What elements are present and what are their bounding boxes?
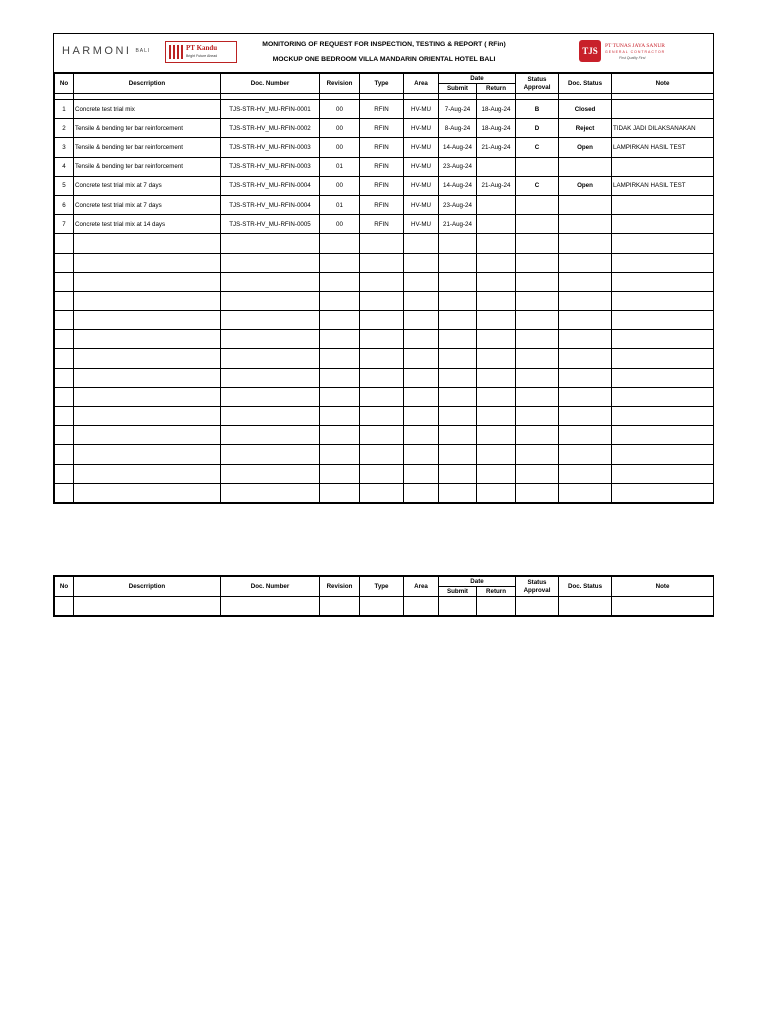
table-row bbox=[55, 138, 714, 157]
col-note-header: Note bbox=[612, 74, 714, 94]
empty-cell bbox=[320, 330, 360, 349]
empty-cell bbox=[516, 483, 559, 502]
empty-cell bbox=[320, 368, 360, 387]
empty-cell bbox=[74, 483, 221, 502]
empty-cell bbox=[404, 311, 439, 330]
sheet-header bbox=[54, 34, 713, 73]
table-row-empty bbox=[55, 407, 714, 426]
rfin-table-body bbox=[55, 94, 714, 503]
empty-cell bbox=[221, 445, 320, 464]
row-return-date: 21-Aug-24 bbox=[477, 138, 516, 157]
empty-cell bbox=[612, 311, 714, 330]
table-row bbox=[55, 176, 714, 195]
empty-cell bbox=[516, 368, 559, 387]
empty-cell bbox=[612, 387, 714, 406]
empty-cell bbox=[559, 311, 612, 330]
empty-cell bbox=[221, 253, 320, 272]
empty-cell bbox=[404, 426, 439, 445]
col-revision-header: Revision bbox=[320, 577, 360, 597]
row-status-approval: D bbox=[516, 119, 559, 138]
empty-cell bbox=[477, 234, 516, 253]
empty-cell bbox=[516, 426, 559, 445]
empty-cell bbox=[360, 387, 404, 406]
empty-cell bbox=[439, 311, 477, 330]
table-row bbox=[55, 157, 714, 176]
empty-cell bbox=[559, 445, 612, 464]
row-status-approval bbox=[516, 215, 559, 234]
row-type: RFIN bbox=[360, 176, 404, 195]
empty-cell bbox=[55, 387, 74, 406]
row-type: RFIN bbox=[360, 195, 404, 214]
empty-cell bbox=[439, 291, 477, 310]
row-area: HV-MU bbox=[404, 195, 439, 214]
empty-cell bbox=[74, 311, 221, 330]
row-type: RFIN bbox=[360, 138, 404, 157]
row-return-date bbox=[477, 195, 516, 214]
col-type-header: Type bbox=[360, 577, 404, 597]
empty-cell bbox=[516, 445, 559, 464]
empty-cell bbox=[516, 330, 559, 349]
empty-cell bbox=[221, 426, 320, 445]
empty-cell bbox=[439, 368, 477, 387]
empty-cell bbox=[221, 234, 320, 253]
table-row-empty bbox=[55, 464, 714, 483]
col-description-header: Descrription bbox=[74, 577, 221, 597]
empty-cell bbox=[74, 407, 221, 426]
empty-cell bbox=[74, 330, 221, 349]
row-doc-status bbox=[559, 215, 612, 234]
empty-cell bbox=[477, 291, 516, 310]
empty-cell bbox=[516, 311, 559, 330]
empty-cell bbox=[55, 291, 74, 310]
row-doc-status bbox=[559, 157, 612, 176]
col-doc-status-header: Doc. Status bbox=[559, 577, 612, 597]
col-area-header: Area bbox=[404, 577, 439, 597]
empty-cell bbox=[74, 368, 221, 387]
empty-cell bbox=[74, 291, 221, 310]
rfin-table-2 bbox=[54, 576, 714, 616]
empty-cell bbox=[559, 407, 612, 426]
row-doc-status: Closed bbox=[559, 100, 612, 119]
col-area-header: Area bbox=[404, 74, 439, 94]
empty-cell bbox=[320, 483, 360, 502]
tjs-logo-name: PT TUNAS JAYA SANUR bbox=[605, 43, 665, 49]
empty-cell bbox=[612, 234, 714, 253]
row-doc-number: TJS-STR-HV_MU-RFIN-0005 bbox=[221, 215, 320, 234]
empty-cell bbox=[55, 483, 74, 502]
col-submit-header: Submit bbox=[439, 587, 477, 597]
sheet-subtitle: MOCKUP ONE BEDROOM VILLA MANDARIN ORIENTAL HOTEL BALI bbox=[272, 56, 496, 63]
empty-cell bbox=[221, 483, 320, 502]
empty-cell bbox=[612, 291, 714, 310]
empty-cell bbox=[477, 426, 516, 445]
empty-cell bbox=[55, 464, 74, 483]
empty-cell bbox=[477, 330, 516, 349]
row-submit-date: 14-Aug-24 bbox=[439, 138, 477, 157]
pt-kandu-logo-name: PT Kandu bbox=[186, 44, 218, 52]
empty-cell bbox=[439, 234, 477, 253]
empty-cell bbox=[559, 426, 612, 445]
empty-cell bbox=[477, 407, 516, 426]
empty-cell bbox=[360, 368, 404, 387]
pt-kandu-logo bbox=[165, 41, 237, 63]
rfin-monitoring-sheet bbox=[53, 33, 714, 504]
empty-cell bbox=[404, 234, 439, 253]
table-row-empty bbox=[55, 387, 714, 406]
pt-kandu-logo-tag: Bright Future Ahead bbox=[186, 54, 218, 58]
empty-cell bbox=[55, 349, 74, 368]
empty-cell bbox=[477, 253, 516, 272]
empty-cell bbox=[477, 464, 516, 483]
col-doc-status-header: Doc. Status bbox=[559, 74, 612, 94]
empty-cell bbox=[477, 368, 516, 387]
empty-cell bbox=[320, 291, 360, 310]
row-return-date bbox=[477, 215, 516, 234]
col-return-header: Return bbox=[477, 84, 516, 94]
empty-cell bbox=[320, 407, 360, 426]
tjs-logo-mark: TJS bbox=[579, 40, 601, 62]
empty-cell bbox=[439, 445, 477, 464]
row-description: Tensile & bending ter bar reinforcement bbox=[74, 138, 221, 157]
empty-cell bbox=[360, 349, 404, 368]
empty-cell bbox=[74, 445, 221, 464]
row-doc-status bbox=[559, 195, 612, 214]
row-no: 6 bbox=[55, 195, 74, 214]
empty-cell bbox=[477, 272, 516, 291]
empty-cell bbox=[477, 349, 516, 368]
row-type: RFIN bbox=[360, 100, 404, 119]
empty-cell bbox=[477, 483, 516, 502]
row-doc-number: TJS-STR-HV_MU-RFIN-0004 bbox=[221, 176, 320, 195]
table-row-empty bbox=[55, 349, 714, 368]
sheet-title: MONITORING OF REQUEST FOR INSPECTION, TESTING & REPORT ( RFin) bbox=[262, 41, 506, 48]
empty-cell bbox=[221, 349, 320, 368]
row-doc-number: TJS-STR-HV_MU-RFIN-0002 bbox=[221, 119, 320, 138]
row-description: Concrete test trial mix at 7 days bbox=[74, 195, 221, 214]
empty-cell bbox=[221, 291, 320, 310]
empty-cell bbox=[320, 387, 360, 406]
empty-cell bbox=[404, 330, 439, 349]
empty-cell bbox=[221, 330, 320, 349]
row-type: RFIN bbox=[360, 215, 404, 234]
row-revision: 00 bbox=[320, 100, 360, 119]
table-row-empty bbox=[55, 330, 714, 349]
row-note bbox=[612, 157, 714, 176]
harmoni-logo bbox=[62, 45, 150, 57]
row-doc-status: Open bbox=[559, 176, 612, 195]
empty-cell bbox=[360, 330, 404, 349]
row-submit-date: 14-Aug-24 bbox=[439, 176, 477, 195]
empty-cell bbox=[360, 483, 404, 502]
empty-cell bbox=[559, 291, 612, 310]
row-area: HV-MU bbox=[404, 157, 439, 176]
col-no-header: No bbox=[55, 74, 74, 94]
empty-cell bbox=[559, 464, 612, 483]
empty-cell bbox=[559, 234, 612, 253]
building-icon bbox=[169, 45, 183, 59]
empty-cell bbox=[439, 426, 477, 445]
empty-cell bbox=[221, 368, 320, 387]
empty-cell bbox=[320, 311, 360, 330]
row-revision: 01 bbox=[320, 157, 360, 176]
row-description: Concrete test trial mix bbox=[74, 100, 221, 119]
table-row bbox=[55, 215, 714, 234]
empty-cell bbox=[516, 349, 559, 368]
row-doc-number: TJS-STR-HV_MU-RFIN-0004 bbox=[221, 195, 320, 214]
empty-cell bbox=[55, 234, 74, 253]
empty-cell bbox=[612, 426, 714, 445]
table-row-empty bbox=[55, 291, 714, 310]
empty-cell bbox=[439, 407, 477, 426]
col-doc-number-header: Doc. Number bbox=[221, 74, 320, 94]
row-submit-date: 23-Aug-24 bbox=[439, 157, 477, 176]
row-revision: 00 bbox=[320, 176, 360, 195]
empty-cell bbox=[516, 464, 559, 483]
col-revision-header: Revision bbox=[320, 74, 360, 94]
row-doc-status: Reject bbox=[559, 119, 612, 138]
row-note bbox=[612, 100, 714, 119]
empty-cell bbox=[612, 349, 714, 368]
empty-cell bbox=[360, 464, 404, 483]
row-note bbox=[612, 195, 714, 214]
empty-cell bbox=[477, 387, 516, 406]
table-row bbox=[55, 195, 714, 214]
empty-cell bbox=[559, 387, 612, 406]
empty-cell bbox=[439, 253, 477, 272]
rfin-monitoring-sheet-2 bbox=[53, 575, 714, 617]
table-row-empty bbox=[55, 597, 714, 616]
table-row bbox=[55, 119, 714, 138]
empty-cell bbox=[74, 253, 221, 272]
empty-cell bbox=[516, 387, 559, 406]
table-row-empty bbox=[55, 426, 714, 445]
empty-cell bbox=[55, 445, 74, 464]
row-note: LAMPIRKAN HASIL TEST bbox=[612, 138, 714, 157]
empty-cell bbox=[439, 387, 477, 406]
empty-cell bbox=[55, 330, 74, 349]
col-doc-number-header: Doc. Number bbox=[221, 577, 320, 597]
row-description: Concrete test trial mix at 7 days bbox=[74, 176, 221, 195]
empty-cell bbox=[320, 253, 360, 272]
empty-cell bbox=[221, 272, 320, 291]
row-area: HV-MU bbox=[404, 100, 439, 119]
empty-cell bbox=[360, 253, 404, 272]
row-doc-status: Open bbox=[559, 138, 612, 157]
empty-cell bbox=[439, 272, 477, 291]
col-type-header: Type bbox=[360, 74, 404, 94]
row-status-approval bbox=[516, 157, 559, 176]
empty-cell bbox=[55, 426, 74, 445]
row-return-date: 21-Aug-24 bbox=[477, 176, 516, 195]
row-type: RFIN bbox=[360, 157, 404, 176]
empty-cell bbox=[221, 464, 320, 483]
empty-cell bbox=[74, 464, 221, 483]
tjs-logo bbox=[579, 40, 689, 66]
empty-cell bbox=[360, 445, 404, 464]
empty-cell bbox=[55, 368, 74, 387]
row-return-date bbox=[477, 157, 516, 176]
empty-cell bbox=[404, 253, 439, 272]
col-date-header: Date bbox=[439, 577, 516, 587]
empty-cell bbox=[404, 272, 439, 291]
empty-cell bbox=[360, 234, 404, 253]
table-row-empty bbox=[55, 253, 714, 272]
row-submit-date: 7-Aug-24 bbox=[439, 100, 477, 119]
row-area: HV-MU bbox=[404, 215, 439, 234]
empty-cell bbox=[221, 311, 320, 330]
row-status-approval: C bbox=[516, 176, 559, 195]
row-description: Tensile & bending ter bar reinforcement bbox=[74, 157, 221, 176]
row-area: HV-MU bbox=[404, 176, 439, 195]
empty-cell bbox=[477, 445, 516, 464]
empty-cell bbox=[612, 407, 714, 426]
empty-cell bbox=[439, 330, 477, 349]
table-row-empty bbox=[55, 234, 714, 253]
row-revision: 01 bbox=[320, 195, 360, 214]
row-area: HV-MU bbox=[404, 119, 439, 138]
empty-cell bbox=[516, 291, 559, 310]
empty-cell bbox=[221, 407, 320, 426]
empty-cell bbox=[612, 253, 714, 272]
empty-cell bbox=[320, 272, 360, 291]
table-row-empty bbox=[55, 483, 714, 502]
empty-cell bbox=[439, 464, 477, 483]
empty-cell bbox=[559, 349, 612, 368]
empty-cell bbox=[74, 234, 221, 253]
empty-cell bbox=[559, 368, 612, 387]
empty-cell bbox=[516, 272, 559, 291]
empty-cell bbox=[559, 253, 612, 272]
table-row-empty bbox=[55, 445, 714, 464]
empty-cell bbox=[74, 426, 221, 445]
row-revision: 00 bbox=[320, 215, 360, 234]
empty-cell bbox=[55, 311, 74, 330]
empty-cell bbox=[516, 407, 559, 426]
row-note: TIDAK JADI DILAKSANAKAN bbox=[612, 119, 714, 138]
row-area: HV-MU bbox=[404, 138, 439, 157]
col-description-header: Descrription bbox=[74, 74, 221, 94]
empty-cell bbox=[74, 349, 221, 368]
harmoni-logo-sub: BALI bbox=[135, 48, 151, 55]
row-no: 4 bbox=[55, 157, 74, 176]
empty-cell bbox=[360, 426, 404, 445]
empty-cell bbox=[559, 330, 612, 349]
col-no-header: No bbox=[55, 577, 74, 597]
row-no: 2 bbox=[55, 119, 74, 138]
empty-cell bbox=[404, 483, 439, 502]
empty-cell bbox=[404, 387, 439, 406]
tjs-logo-sub: GENERAL CONTRACTOR bbox=[605, 50, 666, 54]
empty-cell bbox=[320, 234, 360, 253]
empty-cell bbox=[477, 311, 516, 330]
empty-cell bbox=[320, 445, 360, 464]
table-row-empty bbox=[55, 311, 714, 330]
row-doc-number: TJS-STR-HV_MU-RFIN-0003 bbox=[221, 157, 320, 176]
empty-cell bbox=[74, 387, 221, 406]
empty-cell bbox=[439, 349, 477, 368]
table-row-empty bbox=[55, 272, 714, 291]
row-no: 1 bbox=[55, 100, 74, 119]
row-revision: 00 bbox=[320, 119, 360, 138]
col-status-approval-header: Status Approval bbox=[516, 577, 559, 597]
row-return-date: 18-Aug-24 bbox=[477, 119, 516, 138]
empty-cell bbox=[320, 349, 360, 368]
empty-cell bbox=[439, 483, 477, 502]
row-note: LAMPIRKAN HASIL TEST bbox=[612, 176, 714, 195]
table-row bbox=[55, 100, 714, 119]
row-return-date: 18-Aug-24 bbox=[477, 100, 516, 119]
empty-cell bbox=[612, 464, 714, 483]
empty-cell bbox=[404, 445, 439, 464]
empty-cell bbox=[516, 253, 559, 272]
empty-cell bbox=[55, 253, 74, 272]
empty-cell bbox=[612, 445, 714, 464]
empty-cell bbox=[320, 464, 360, 483]
harmoni-logo-text: HARMONI bbox=[62, 45, 132, 57]
empty-cell bbox=[55, 407, 74, 426]
row-status-approval bbox=[516, 195, 559, 214]
empty-cell bbox=[612, 483, 714, 502]
rfin-table bbox=[54, 73, 714, 503]
empty-cell bbox=[612, 272, 714, 291]
empty-cell bbox=[404, 464, 439, 483]
empty-cell bbox=[612, 368, 714, 387]
col-note-header: Note bbox=[612, 577, 714, 597]
row-description: Tensile & bending ter bar reinforcement bbox=[74, 119, 221, 138]
empty-cell bbox=[559, 483, 612, 502]
empty-cell bbox=[559, 272, 612, 291]
row-submit-date: 8-Aug-24 bbox=[439, 119, 477, 138]
col-date-header: Date bbox=[439, 74, 516, 84]
empty-cell bbox=[360, 272, 404, 291]
row-submit-date: 23-Aug-24 bbox=[439, 195, 477, 214]
row-note bbox=[612, 215, 714, 234]
row-description: Concrete test trial mix at 14 days bbox=[74, 215, 221, 234]
empty-cell bbox=[404, 368, 439, 387]
empty-cell bbox=[516, 234, 559, 253]
row-no: 5 bbox=[55, 176, 74, 195]
empty-cell bbox=[74, 272, 221, 291]
tjs-logo-tag: First Quality First bbox=[619, 56, 646, 60]
row-status-approval: B bbox=[516, 100, 559, 119]
empty-cell bbox=[404, 407, 439, 426]
col-submit-header: Submit bbox=[439, 84, 477, 94]
col-return-header: Return bbox=[477, 587, 516, 597]
row-status-approval: C bbox=[516, 138, 559, 157]
empty-cell bbox=[404, 349, 439, 368]
row-no: 3 bbox=[55, 138, 74, 157]
row-doc-number: TJS-STR-HV_MU-RFIN-0001 bbox=[221, 100, 320, 119]
empty-cell bbox=[612, 330, 714, 349]
empty-cell bbox=[360, 407, 404, 426]
empty-cell bbox=[360, 291, 404, 310]
col-status-approval-header: Status Approval bbox=[516, 74, 559, 94]
empty-cell bbox=[320, 426, 360, 445]
empty-cell bbox=[360, 311, 404, 330]
row-submit-date: 21-Aug-24 bbox=[439, 215, 477, 234]
row-no: 7 bbox=[55, 215, 74, 234]
row-doc-number: TJS-STR-HV_MU-RFIN-0003 bbox=[221, 138, 320, 157]
row-revision: 00 bbox=[320, 138, 360, 157]
empty-cell bbox=[404, 291, 439, 310]
row-type: RFIN bbox=[360, 119, 404, 138]
table-row-empty bbox=[55, 368, 714, 387]
empty-cell bbox=[221, 387, 320, 406]
empty-cell bbox=[55, 272, 74, 291]
